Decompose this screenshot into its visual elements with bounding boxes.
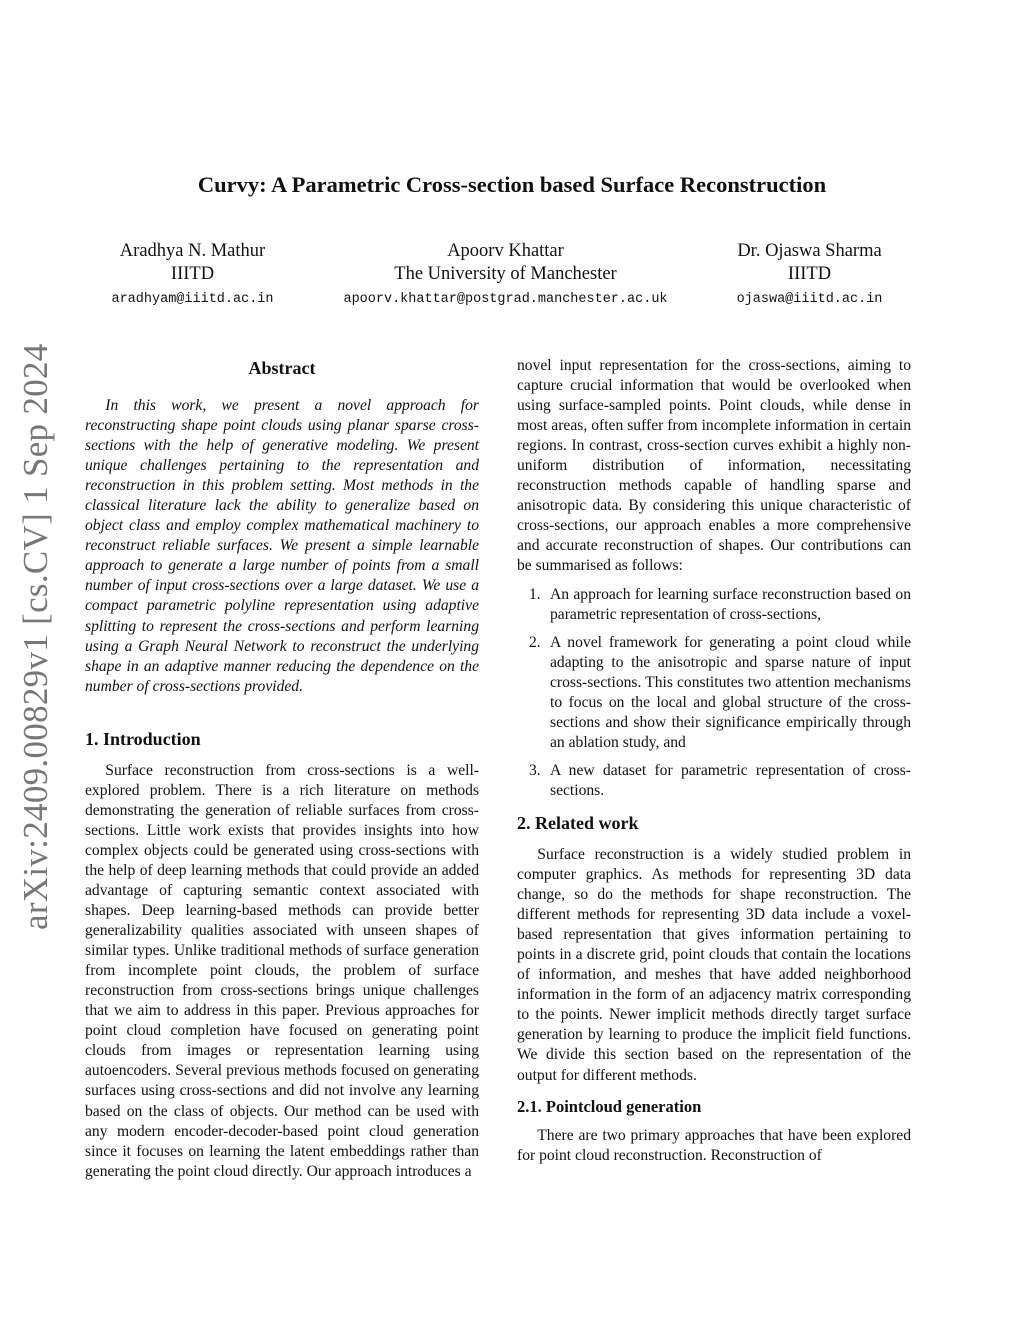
author-name: Dr. Ojaswa Sharma <box>737 241 882 261</box>
list-number: 1. <box>529 585 541 603</box>
author-affiliation: The University of Manchester <box>394 264 617 284</box>
list-item-text: A new dataset for parametric representation of cross-sections. <box>550 761 911 799</box>
author-block <box>712 240 907 309</box>
author-email: apoorv.khattar@postgrad.manchester.ac.uk <box>343 292 668 307</box>
author-block <box>90 240 295 309</box>
list-item <box>517 761 911 801</box>
list-item <box>517 633 911 753</box>
list-item <box>517 585 911 625</box>
list-item-text: A novel framework for generating a point cloud while adapting to the anisotropic and sparse nature of input cross-sections. This constitutes two attention mechanisms to focus on the local and global structure of the cross-sections and show their significance empirically through an ablation study, and <box>550 633 911 751</box>
contributions-list <box>517 585 911 801</box>
author-email: ojaswa@iiitd.ac.in <box>736 292 883 307</box>
list-item-text: An approach for learning surface reconstruction based on parametric representation of cross-sections, <box>550 585 911 623</box>
paper-title: Curvy: A Parametric Cross-section based Surface Reconstruction <box>197 172 827 197</box>
author-email: aradhyam@iiitd.ac.in <box>111 292 274 307</box>
left-column <box>85 356 479 1182</box>
author-block <box>318 240 693 309</box>
abstract-text: In this work, we present a novel approach for reconstructing shape point clouds using planar sparse cross-sections with the help of generative modeling. We present unique challenges pertaining to the representation and reconstruction in this problem setting. Most methods in the classical literature lack the ability to generalize based on object class and employ complex mathematical machinery to reconstruct reliable surfaces. We present a simple learnable approach to generate a large number of points from a small number of input cross-sections over a large dataset. We use a compact parametric polyline representation using adaptive splitting to represent the cross-sections and perform learning using a Graph Neural Network to reconstruct the underlying shape in an adaptive manner reducing the dependence on the number of cross-sections provided. <box>85 397 479 695</box>
abstract-heading: Abstract <box>248 358 316 378</box>
subsection-heading: 2.1. Pointcloud generation <box>517 1096 702 1116</box>
section-heading: 2. Related work <box>517 812 639 833</box>
section-heading: 1. Introduction <box>85 728 201 749</box>
arxiv-identifier: arXiv:2409.00829v1 [cs.CV] 1 Sep 2024 <box>16 343 55 930</box>
author-name: Apoorv Khattar <box>447 241 564 261</box>
subsection-paragraph: There are two primary approaches that have been explored for point cloud reconstruction. Reconstruction of <box>517 1126 911 1164</box>
list-number: 3. <box>529 761 541 779</box>
introduction-paragraph: Surface reconstruction from cross-sections is a well-explored problem. There is a rich literature on methods demonstrating the generation of reliable surfaces from cross-sections. Little work exists that provides insights into how complex objects could be generated using cross-sections with the help of deep learning methods that could provide an added advantage of capturing semantic context associated with shapes. Deep learning-based methods can provide better generalizability qualities associated with unseen shapes of similar types. Unlike traditional methods of surface generation from incomplete point clouds, the problem of surface reconstruction from cross-sections brings unique challenges that we aim to address in this paper. Previous approaches for point cloud completion have focused on generating point clouds from images or representation learning using autoencoders. Several previous methods focused on generating surfaces using cross-sections and did not involve any learning based on the class of objects. Our method can be used with any modern encoder-decoder-based point cloud generation since it focuses on learning the latent embeddings rather than generating the point cloud directly. Our approach introduces a <box>85 761 479 1180</box>
right-column <box>517 356 911 1166</box>
related-work-paragraph: Surface reconstruction is a widely studied problem in computer graphics. As methods for representing 3D data change, so do the methods for shape reconstruction. The different methods for representing 3D data include a voxel-based representation that gives information pertaining to points in a discrete grid, point clouds that contain the locations of information, and meshes that have added neighborhood information in the form of an adjacency matrix corresponding to the points. Newer implicit methods directly target surface generation by learning to produce the implicit field functions. We divide this section based on the representation of the output for different methods. <box>517 845 911 1084</box>
author-affiliation: IIITD <box>170 264 215 284</box>
author-name: Aradhya N. Mathur <box>119 241 266 261</box>
author-affiliation: IIITD <box>787 264 832 284</box>
list-number: 2. <box>529 633 541 651</box>
introduction-paragraph-continued: novel input representation for the cross-sections, aiming to capture crucial information that would be overlooked when using surface-sampled points. Point clouds, while dense in most areas, often suffer from incomplete information in certain regions. In contrast, cross-section curves exhibit a highly non-uniform distribution of information, necessitating reconstruction methods capable of handling sparse and anisotropic data. By considering this unique characteristic of cross-sections, our approach enables a more comprehensive and accurate reconstruction of shapes. Our contributions can be summarised as follows: <box>517 357 911 575</box>
